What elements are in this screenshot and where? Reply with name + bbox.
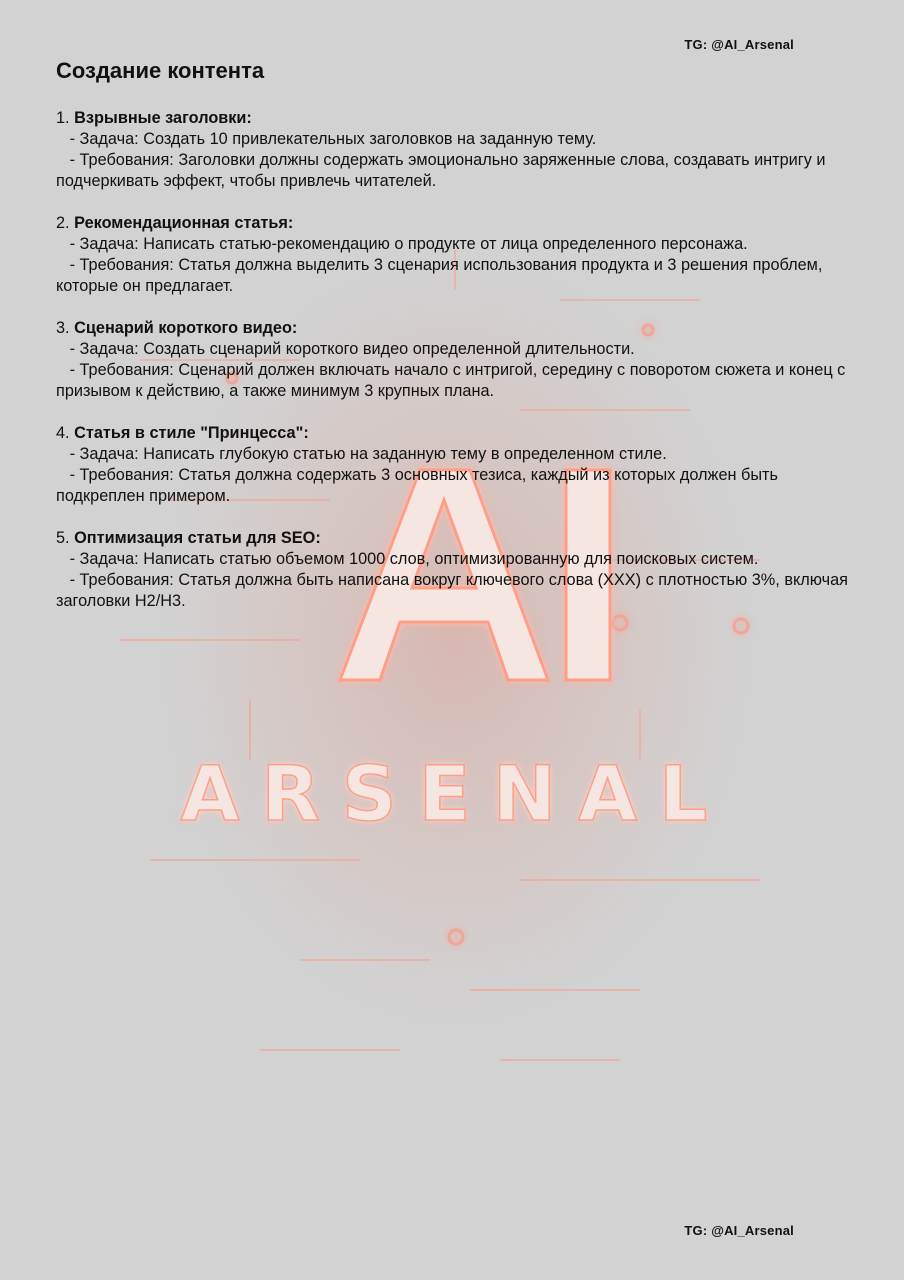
item-heading: 1. Взрывные заголовки: (56, 109, 252, 127)
list-item-3 (56, 318, 856, 402)
item-task: - Задача: Создать сценарий короткого видео определенной длительности. (56, 340, 635, 358)
item-requirements: - Требования: Статья должна содержать 3 основных тезиса, каждый из которых должен быть подкреплен примером. (56, 466, 783, 505)
item-requirements: - Требования: Статья должна выделить 3 сценария использования продукта и 3 решения проблем, которые он предлагает. (56, 256, 827, 295)
page-title: Создание контента (56, 58, 265, 83)
item-heading: 5. Оптимизация статьи для SEO: (56, 529, 321, 547)
list-item-2 (56, 213, 856, 297)
item-heading: 3. Сценарий короткого видео: (56, 319, 298, 337)
list-item-4 (56, 423, 856, 507)
item-task: - Задача: Написать статью объемом 1000 слов, оптимизированную для поисковых систем. (56, 550, 759, 568)
list-item-5 (56, 528, 856, 612)
list-item-1 (56, 108, 856, 192)
item-requirements: - Требования: Статья должна быть написана вокруг ключевого слова (XXX) с плотностью 3%, включая заголовки H2/H3. (56, 571, 853, 610)
item-heading: 2. Рекомендационная статья: (56, 214, 294, 232)
logo-arsenal-text: ARSENAL (180, 749, 730, 838)
item-requirements: - Требования: Сценарий должен включать начало с интригой, середину с поворотом сюжета и конец с призывом к действию, а также минимум 3 крупных плана. (56, 361, 850, 400)
telegram-tag-header: TG: @AI_Arsenal (684, 37, 794, 52)
document-body (56, 56, 856, 633)
item-task: - Задача: Создать 10 привлекательных заголовков на заданную тему. (56, 130, 597, 148)
telegram-tag-footer: TG: @AI_Arsenal (684, 1223, 794, 1238)
item-task: - Задача: Написать статью-рекомендацию о продукте от лица определенного персонажа. (56, 235, 748, 253)
item-requirements: - Требования: Заголовки должны содержать эмоционально заряженные слова, создавать интригу и подчеркивать эффект, чтобы привлечь читателей. (56, 151, 831, 190)
item-task: - Задача: Написать глубокую статью на заданную тему в определенном стиле. (56, 445, 667, 463)
item-heading: 4. Статья в стиле "Принцесса": (56, 424, 309, 442)
